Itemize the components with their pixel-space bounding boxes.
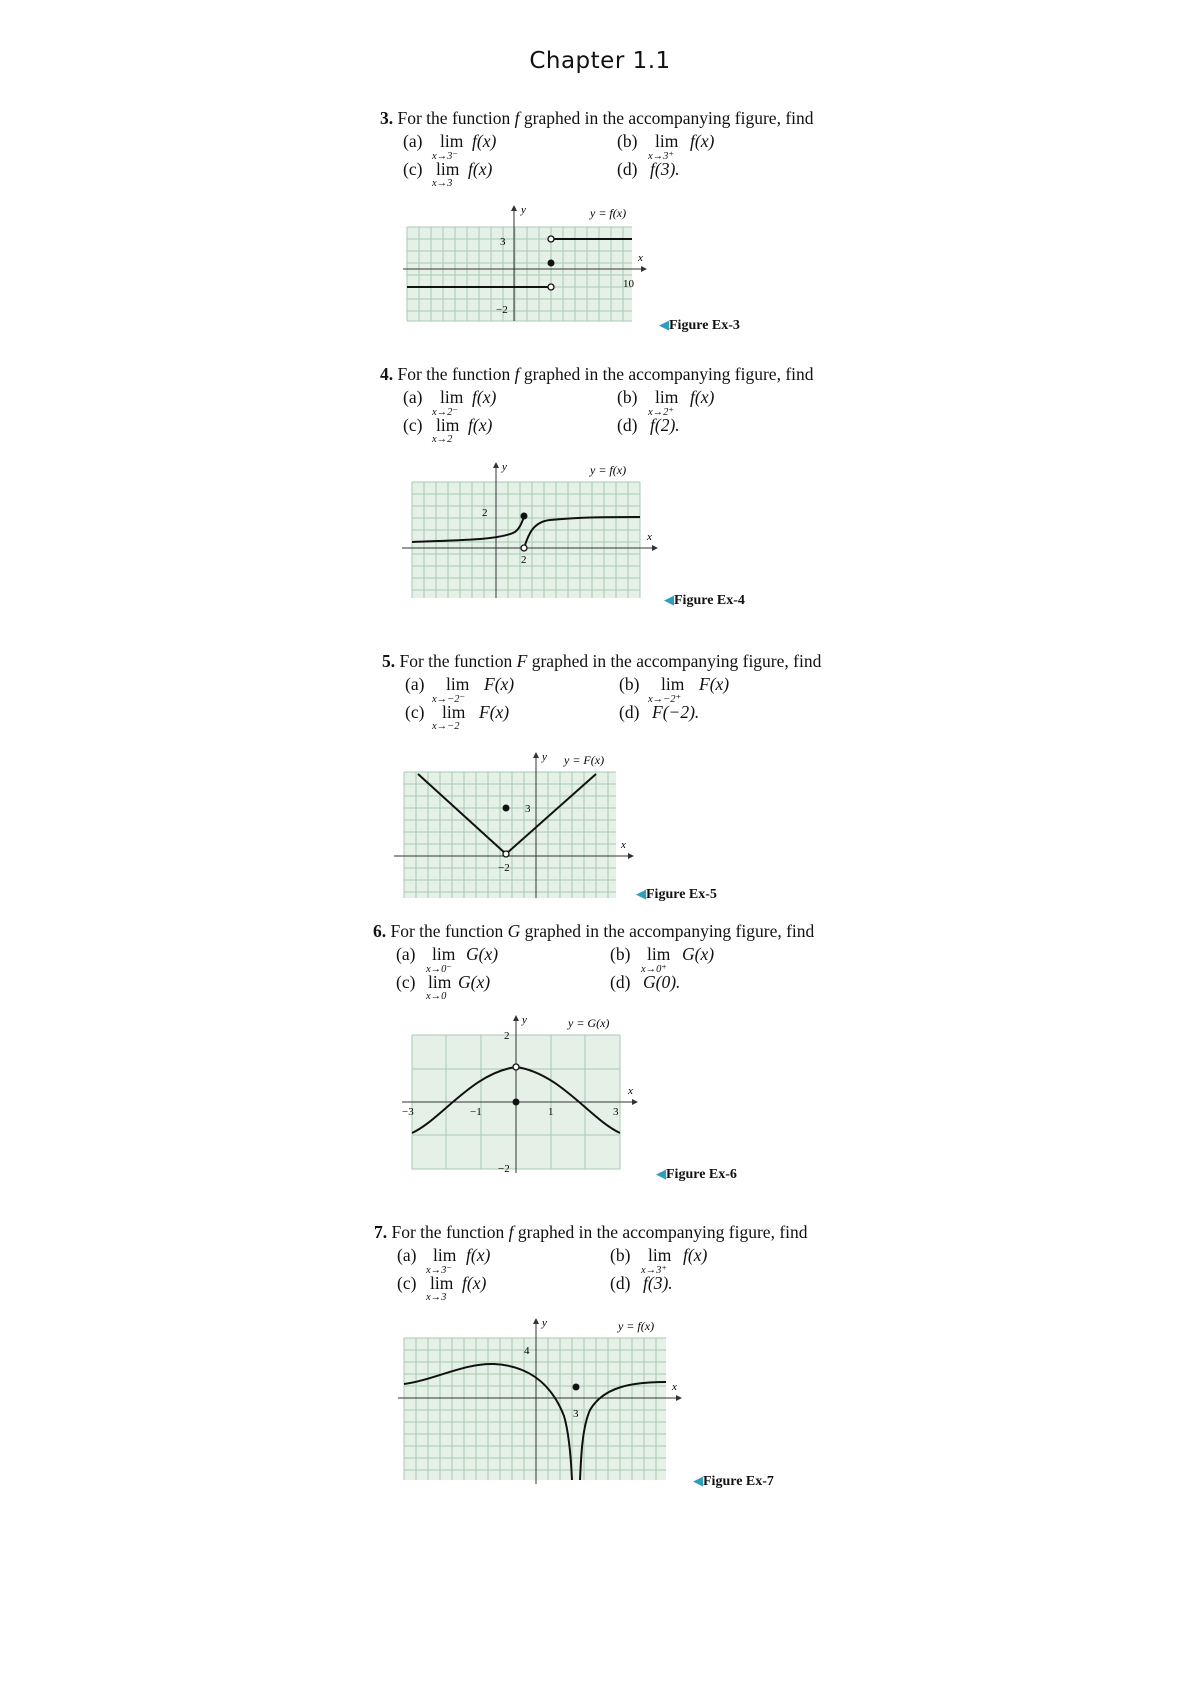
part-a-sub: x→2⁻ xyxy=(432,407,458,418)
problem-statement xyxy=(380,104,814,132)
y-axis-label: y xyxy=(522,1015,527,1026)
part-b-label: (b) xyxy=(610,944,631,964)
open-point xyxy=(521,545,527,551)
part-a-lim: lim xyxy=(440,387,464,407)
part-c-lim: lim xyxy=(428,972,452,992)
x-axis-arrow xyxy=(652,545,658,551)
part-c-sub: x→−2 xyxy=(432,721,460,732)
part-b-sub: x→3⁺ xyxy=(648,151,674,162)
part-b-fn: f(x) xyxy=(683,1245,708,1265)
x-axis-arrow xyxy=(641,266,647,272)
part-a-lim: lim xyxy=(440,131,464,151)
part-d-label: (d) xyxy=(617,415,638,435)
graph-label: y = G(x) xyxy=(568,1016,610,1030)
graph-ex5 xyxy=(388,752,658,902)
part-d-expr: G(0). xyxy=(643,972,681,992)
open-point xyxy=(548,236,554,242)
tick-label: 10 xyxy=(623,278,634,290)
y-axis-arrow xyxy=(533,752,539,758)
part-b-lim: lim xyxy=(655,131,679,151)
graph-ex3 xyxy=(395,205,665,325)
problem-statement xyxy=(380,360,814,388)
problem-rest: graphed in the accompanying figure, find xyxy=(517,1222,808,1242)
part-d-label: (d) xyxy=(610,972,631,992)
part-b-fn: f(x) xyxy=(690,131,715,151)
problem-number: 5. xyxy=(382,651,396,671)
tick-label: 2 xyxy=(521,554,527,566)
caption-arrow-icon: ◀ xyxy=(656,1166,666,1181)
part-a-label: (a) xyxy=(405,674,425,694)
part-d-label: (d) xyxy=(610,1273,631,1293)
function-name: f xyxy=(514,108,520,128)
caption-text: Figure Ex-4 xyxy=(674,593,745,608)
graph-ex4 xyxy=(400,462,670,602)
part-a-fn: f(x) xyxy=(472,387,497,407)
figure-caption xyxy=(664,592,745,609)
part-d-expr: F(−2). xyxy=(652,702,700,722)
tick-label: 3 xyxy=(613,1106,619,1118)
closed-point xyxy=(513,1099,520,1106)
grid-background xyxy=(407,227,632,321)
part-d-label: (d) xyxy=(617,159,638,179)
x-axis-arrow xyxy=(632,1099,638,1105)
part-c-fn: f(x) xyxy=(462,1273,487,1293)
graph-label: y = f(x) xyxy=(618,1319,655,1333)
tick-label: 2 xyxy=(482,507,488,519)
part-a-sub: x→3⁻ xyxy=(426,1265,452,1276)
tick-label: −2 xyxy=(498,1163,510,1175)
problem-intro: For the function xyxy=(397,364,511,384)
part-b-fn: f(x) xyxy=(690,387,715,407)
part-b-label: (b) xyxy=(619,674,640,694)
y-axis-arrow xyxy=(493,462,499,468)
x-axis-arrow xyxy=(676,1395,682,1401)
graph-label: y = F(x) xyxy=(564,753,605,767)
part-c-fn: f(x) xyxy=(468,159,493,179)
figure-caption xyxy=(659,317,740,334)
caption-arrow-icon: ◀ xyxy=(664,592,674,607)
part-a-label: (a) xyxy=(397,1245,417,1265)
graph-ex6 xyxy=(392,1015,662,1175)
closed-point xyxy=(503,805,510,812)
part-a-sub: x→3⁻ xyxy=(432,151,458,162)
problem-number: 6. xyxy=(373,921,387,941)
tick-label: −2 xyxy=(496,304,508,316)
problem-statement xyxy=(373,917,814,945)
part-c-lim: lim xyxy=(436,159,460,179)
problem-statement xyxy=(374,1218,808,1246)
part-c-lim: lim xyxy=(436,415,460,435)
part-a-lim: lim xyxy=(433,1245,457,1265)
y-axis-label: y xyxy=(542,752,547,763)
open-point xyxy=(513,1064,519,1070)
y-axis-arrow xyxy=(511,205,517,211)
part-c-fn: f(x) xyxy=(468,415,493,435)
problem-rest: graphed in the accompanying figure, find xyxy=(524,921,815,941)
caption-arrow-icon: ◀ xyxy=(693,1473,703,1488)
tick-label: 4 xyxy=(524,1345,530,1357)
open-point xyxy=(548,284,554,290)
part-a-lim: lim xyxy=(432,944,456,964)
graph-label: y = f(x) xyxy=(590,463,627,477)
part-a-label: (a) xyxy=(403,131,423,151)
graph-ex7 xyxy=(394,1318,694,1484)
problem-number: 7. xyxy=(374,1222,388,1242)
tick-label: 3 xyxy=(500,236,506,248)
tick-label: 1 xyxy=(548,1106,554,1118)
y-axis-label: y xyxy=(542,1318,547,1329)
tick-label: −3 xyxy=(402,1106,414,1118)
part-c-fn: F(x) xyxy=(479,702,510,722)
problem-rest: graphed in the accompanying figure, find xyxy=(523,364,814,384)
closed-point xyxy=(521,513,528,520)
grid-background xyxy=(404,1338,666,1480)
part-c-label: (c) xyxy=(405,702,425,722)
problem-number: 4. xyxy=(380,364,394,384)
part-c-fn: G(x) xyxy=(458,972,491,992)
part-d-expr: f(3). xyxy=(650,159,680,179)
x-axis-label: x xyxy=(647,531,652,543)
part-a-fn: f(x) xyxy=(472,131,497,151)
part-a-label: (a) xyxy=(396,944,416,964)
y-axis-arrow xyxy=(533,1318,539,1324)
part-b-sub: x→0⁺ xyxy=(641,964,667,975)
function-name: F xyxy=(516,651,528,671)
part-d-expr: f(3). xyxy=(643,1273,673,1293)
problem-intro: For the function xyxy=(390,921,504,941)
part-a-lim: lim xyxy=(446,674,470,694)
open-point xyxy=(503,851,509,857)
part-b-fn: G(x) xyxy=(682,944,715,964)
part-b-sub: x→2⁺ xyxy=(648,407,674,418)
problem-intro: For the function xyxy=(397,108,511,128)
part-b-label: (b) xyxy=(617,387,638,407)
problem-intro: For the function xyxy=(399,651,513,671)
figure-caption xyxy=(693,1473,774,1490)
graph-label: y = f(x) xyxy=(590,206,627,220)
part-c-lim: lim xyxy=(442,702,466,722)
part-b-label: (b) xyxy=(610,1245,631,1265)
part-c-sub: x→0 xyxy=(426,991,447,1002)
caption-text: Figure Ex-7 xyxy=(703,1474,774,1489)
part-a-fn: f(x) xyxy=(466,1245,491,1265)
problem-statement xyxy=(382,647,821,675)
part-c-lim: lim xyxy=(430,1273,454,1293)
part-b-sub: x→3⁺ xyxy=(641,1265,667,1276)
part-d-label: (d) xyxy=(619,702,640,722)
page-title: Chapter 1.1 xyxy=(529,48,671,74)
caption-text: Figure Ex-5 xyxy=(646,887,717,902)
x-axis-label: x xyxy=(628,1085,633,1097)
tick-label: 2 xyxy=(504,1030,510,1042)
figure-caption xyxy=(636,886,717,903)
part-a-fn: G(x) xyxy=(466,944,499,964)
function-name: G xyxy=(507,921,521,941)
part-c-sub: x→3 xyxy=(426,1292,447,1303)
problem-rest: graphed in the accompanying figure, find xyxy=(523,108,814,128)
part-b-lim: lim xyxy=(648,1245,672,1265)
function-name: f xyxy=(508,1222,514,1242)
part-d-expr: f(2). xyxy=(650,415,680,435)
problem-number: 3. xyxy=(380,108,394,128)
part-c-label: (c) xyxy=(396,972,416,992)
part-c-sub: x→2 xyxy=(432,434,453,445)
tick-label: −1 xyxy=(470,1106,482,1118)
closed-point xyxy=(548,260,555,267)
figure-caption xyxy=(656,1166,737,1183)
tick-label: 3 xyxy=(525,803,531,815)
part-a-sub: x→0⁻ xyxy=(426,964,452,975)
part-a-sub: x→−2⁻ xyxy=(432,694,466,705)
problem-rest: graphed in the accompanying figure, find xyxy=(531,651,822,671)
tick-label: 3 xyxy=(573,1408,579,1420)
part-c-label: (c) xyxy=(403,159,423,179)
x-axis-label: x xyxy=(638,252,643,264)
problem-intro: For the function xyxy=(391,1222,505,1242)
part-b-lim: lim xyxy=(655,387,679,407)
part-b-fn: F(x) xyxy=(699,674,730,694)
part-b-lim: lim xyxy=(647,944,671,964)
part-b-label: (b) xyxy=(617,131,638,151)
y-axis-label: y xyxy=(521,205,526,216)
caption-text: Figure Ex-3 xyxy=(669,318,740,333)
part-c-label: (c) xyxy=(403,415,423,435)
caption-arrow-icon: ◀ xyxy=(636,886,646,901)
part-c-sub: x→3 xyxy=(432,178,453,189)
part-b-sub: x→−2⁺ xyxy=(648,694,682,705)
closed-point xyxy=(573,1384,580,1391)
y-axis-label: y xyxy=(502,462,507,473)
function-name: f xyxy=(514,364,520,384)
part-c-label: (c) xyxy=(397,1273,417,1293)
tick-label: −2 xyxy=(498,862,510,874)
caption-text: Figure Ex-6 xyxy=(666,1167,737,1182)
part-a-label: (a) xyxy=(403,387,423,407)
caption-arrow-icon: ◀ xyxy=(659,317,669,332)
x-axis-arrow xyxy=(628,853,634,859)
part-b-lim: lim xyxy=(661,674,685,694)
x-axis-label: x xyxy=(672,1381,677,1393)
part-a-fn: F(x) xyxy=(484,674,515,694)
y-axis-arrow xyxy=(513,1015,519,1021)
x-axis-label: x xyxy=(621,839,626,851)
